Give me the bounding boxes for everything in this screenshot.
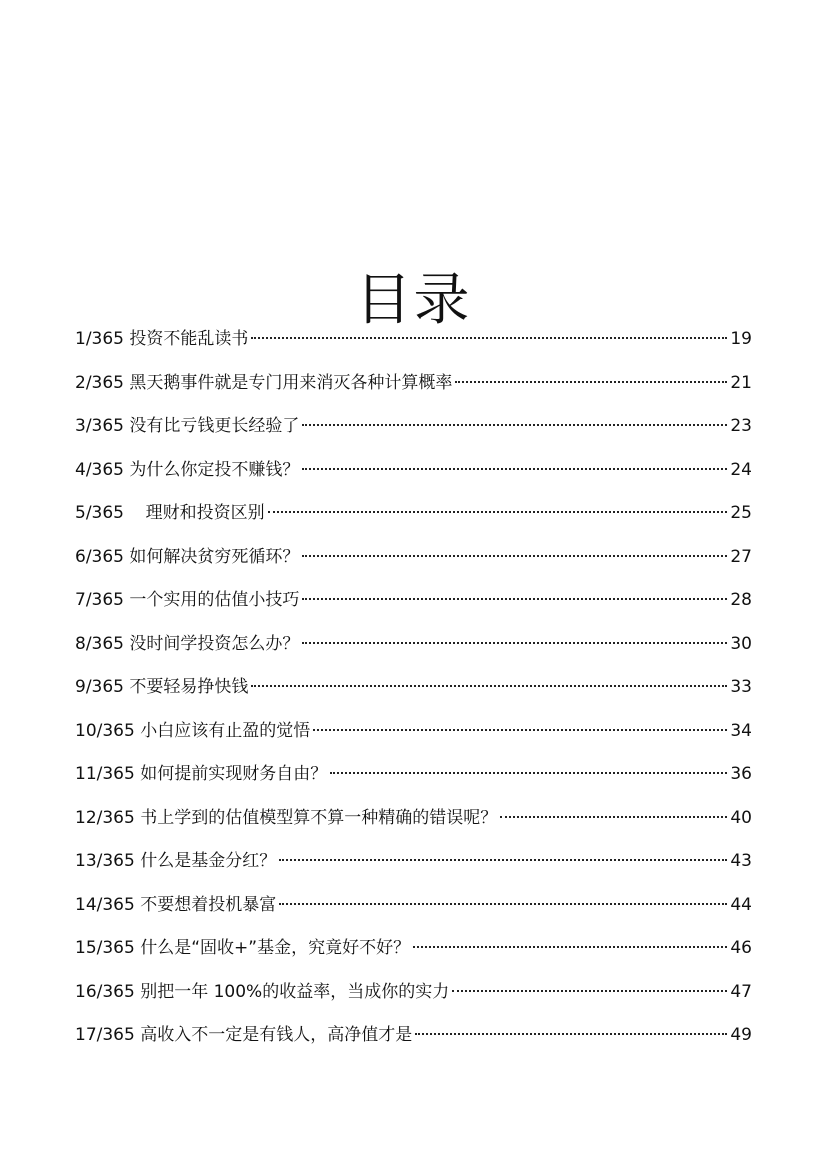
toc-entry — [75, 890, 752, 934]
toc-entry-title: 11/365 如何提前实现财务自由？ — [75, 764, 328, 784]
toc-entry-title: 17/365 高收入不一定是有钱人，高净值才是 — [75, 1025, 413, 1045]
toc-entry-title: 13/365 什么是基金分红？ — [75, 851, 277, 871]
toc-leader-dots — [279, 903, 727, 905]
toc-entry — [75, 585, 752, 629]
toc-entry — [75, 411, 752, 455]
toc-entry-title: 10/365 小白应该有止盈的觉悟 — [75, 720, 311, 741]
toc-leader-dots — [452, 990, 727, 992]
toc-entry — [75, 933, 752, 977]
table-of-contents — [75, 324, 752, 1064]
toc-entry — [75, 1020, 752, 1064]
toc-leader-dots — [455, 381, 727, 383]
toc-page-number: 47 — [730, 981, 752, 1002]
toc-leader-dots — [268, 511, 728, 513]
toc-entry — [75, 716, 752, 760]
toc-entry — [75, 759, 752, 803]
toc-entry — [75, 368, 752, 412]
toc-page-number: 46 — [730, 938, 752, 958]
toc-page-number: 30 — [730, 633, 752, 654]
toc-leader-dots — [302, 468, 727, 470]
toc-page-number: 36 — [730, 764, 752, 784]
toc-leader-dots — [330, 772, 727, 774]
toc-page-number: 25 — [730, 503, 752, 523]
toc-leader-dots — [500, 816, 727, 818]
toc-page-number: 27 — [730, 546, 752, 567]
toc-entry — [75, 977, 752, 1021]
toc-leader-dots — [302, 424, 727, 426]
toc-page-number: 34 — [730, 720, 752, 741]
toc-leader-dots — [251, 337, 727, 339]
toc-entry-title: 4/365 为什么你定投不赚钱？ — [75, 459, 300, 480]
toc-page-number: 43 — [730, 851, 752, 871]
toc-page-number: 28 — [730, 590, 752, 610]
toc-entry-title: 2/365 黑天鹅事件就是专门用来消灭各种计算概率 — [75, 372, 453, 393]
toc-leader-dots — [413, 946, 727, 948]
toc-leader-dots — [415, 1033, 727, 1035]
toc-entry — [75, 542, 752, 586]
toc-entry — [75, 498, 752, 542]
toc-entry — [75, 672, 752, 716]
toc-entry-title: 12/365 书上学到的估值模型算不算一种精确的错误呢？ — [75, 807, 498, 828]
toc-page-number: 19 — [730, 329, 752, 349]
toc-entry — [75, 455, 752, 499]
toc-page-number: 33 — [730, 677, 752, 697]
toc-page-number: 40 — [730, 807, 752, 828]
toc-entry — [75, 846, 752, 890]
toc-entry-title: 7/365 一个实用的估值小技巧 — [75, 590, 300, 610]
toc-entry-title: 5/365 理财和投资区别 — [75, 503, 265, 523]
toc-page-number: 49 — [730, 1025, 752, 1045]
toc-page-number: 44 — [730, 894, 752, 915]
toc-entry-title: 16/365 别把一年 100%的收益率，当成你的实力 — [75, 981, 450, 1002]
toc-leader-dots — [302, 598, 727, 600]
toc-entry-title: 1/365 投资不能乱读书 — [75, 329, 249, 349]
toc-leader-dots — [302, 555, 727, 557]
page-title: 目录 — [355, 267, 472, 333]
toc-entry-title: 14/365 不要想着投机暴富 — [75, 894, 277, 915]
toc-entry — [75, 324, 752, 368]
toc-leader-dots — [302, 642, 727, 644]
toc-page-number: 21 — [730, 372, 752, 393]
toc-entry-title: 8/365 没时间学投资怎么办？ — [75, 633, 300, 654]
toc-leader-dots — [279, 859, 727, 861]
toc-entry-title: 15/365 什么是“固收+”基金，究竟好不好？ — [75, 938, 411, 958]
toc-entry-title: 6/365 如何解决贫穷死循环？ — [75, 546, 300, 567]
toc-entry-title: 3/365 没有比亏钱更长经验了 — [75, 416, 300, 436]
toc-page-number: 24 — [730, 459, 752, 480]
toc-leader-dots — [251, 685, 727, 687]
toc-leader-dots — [313, 729, 727, 731]
toc-entry — [75, 629, 752, 673]
toc-entry-title: 9/365 不要轻易挣快钱 — [75, 677, 249, 697]
toc-entry — [75, 803, 752, 847]
toc-page-number: 23 — [730, 416, 752, 436]
